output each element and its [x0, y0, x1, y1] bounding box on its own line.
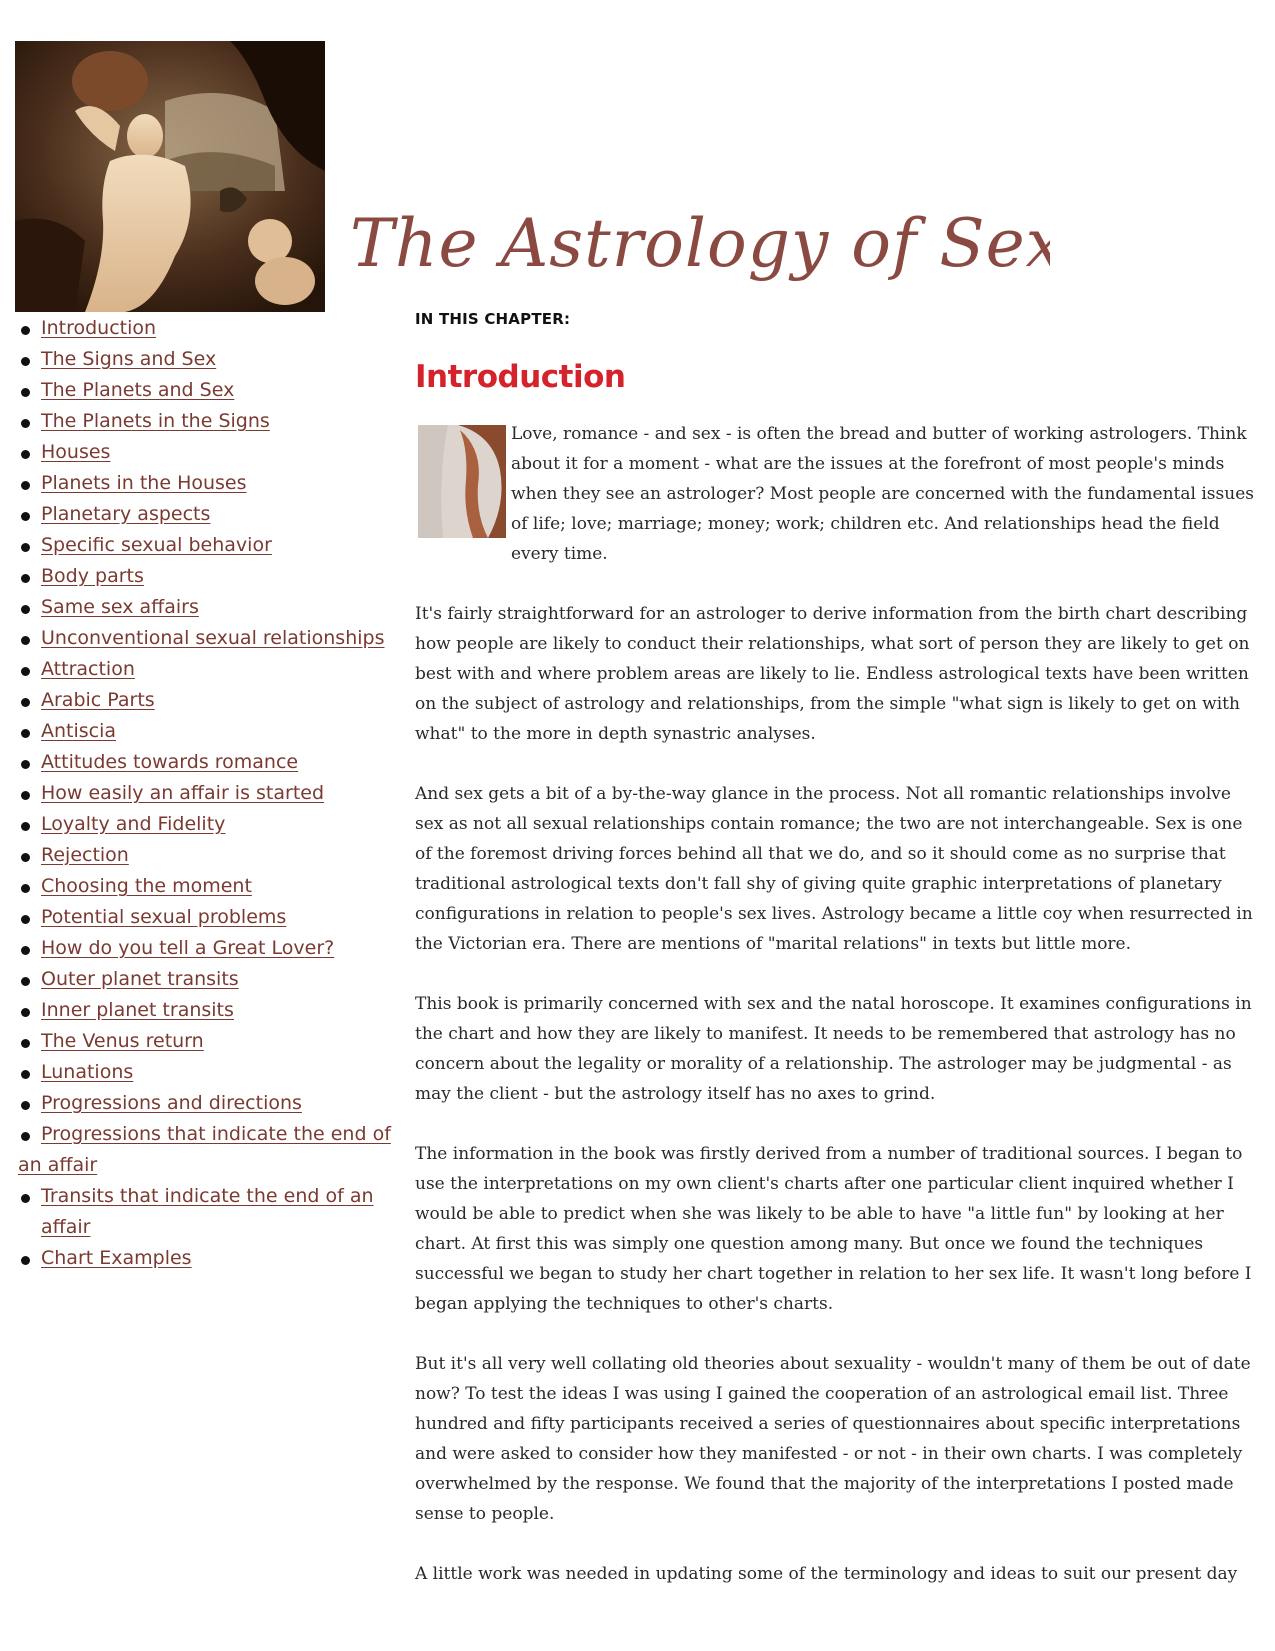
nav-item — [18, 468, 398, 499]
script-title-text: The Astrology of Sex — [350, 205, 1050, 282]
nav-item — [18, 902, 398, 933]
bullet-icon — [21, 1039, 30, 1048]
nav-link-affair-started[interactable]: How easily an affair is started — [41, 782, 325, 804]
bullet-icon — [21, 977, 30, 986]
bullet-icon — [21, 729, 30, 738]
bullet-icon — [21, 853, 30, 862]
bullet-icon — [21, 1194, 30, 1203]
nav-link-attraction[interactable]: Attraction — [41, 658, 135, 680]
nav-item — [18, 592, 398, 623]
nav-item — [18, 747, 398, 778]
bullet-icon — [21, 760, 30, 769]
nav-item — [18, 1088, 398, 1119]
nav-link-venus-return[interactable]: The Venus return — [41, 1030, 204, 1052]
nav-link-progressions-directions[interactable]: Progressions and directions — [41, 1092, 302, 1114]
nav-item — [18, 871, 398, 902]
nav-item — [18, 623, 398, 654]
nav-item — [18, 840, 398, 871]
nav-item — [18, 437, 398, 468]
nav-link-transits-end-affair[interactable]: Transits that indicate the end of an affair — [41, 1185, 374, 1238]
paragraph: It's fairly straightforward for an astrologer to derive information from the birth chart describing how people are likely to conduct their relationships, what sort of person they are likely to get on best with and where problem areas are likely to lie. Endless astrological texts have been written on the subject of astrology and relationships, from the simple "what sign is likely to get on with what" to the more in depth synastric analyses. — [415, 604, 1250, 744]
nav-item — [18, 933, 398, 964]
nav-link-chart-examples[interactable]: Chart Examples — [41, 1247, 192, 1269]
nav-link-arabic-parts[interactable]: Arabic Parts — [41, 689, 155, 711]
nav-item — [18, 561, 398, 592]
nav-link-specific-sexual-behavior[interactable]: Specific sexual behavior — [41, 534, 272, 556]
venus-painting-image — [15, 41, 325, 312]
nav-link-houses[interactable]: Houses — [41, 441, 111, 463]
nav-link-loyalty-fidelity[interactable]: Loyalty and Fidelity — [41, 813, 226, 835]
nav-link-signs-and-sex[interactable]: The Signs and Sex — [41, 348, 217, 370]
portrait-thumbnail-graphic — [418, 425, 506, 538]
bullet-icon — [21, 667, 30, 676]
nav-link-planets-and-sex[interactable]: The Planets and Sex — [41, 379, 235, 401]
nav-item — [18, 1119, 398, 1181]
bullet-icon — [21, 698, 30, 707]
nav-link-great-lover[interactable]: How do you tell a Great Lover? — [41, 937, 335, 959]
nav-item — [18, 716, 398, 747]
main-content — [415, 310, 1255, 1619]
nav-item — [18, 685, 398, 716]
bullet-icon — [21, 326, 30, 335]
bullet-icon — [21, 543, 30, 552]
bullet-icon — [21, 388, 30, 397]
paragraph: But it's all very well collating old theories about sexuality - wouldn't many of them be out of date now? To test the ideas I was using I gained the cooperation of an astrological email list. Three hundred and fifty participants received a series of questionnaires about specific interpretations and were asked to consider how they manifested - or not - in their own charts. I was completely overwhelmed by the response. We found that the majority of the interpretations I posted made sense to people. — [415, 1354, 1251, 1524]
bullet-icon — [21, 1256, 30, 1265]
nav-item — [18, 344, 398, 375]
paragraph: A little work was needed in updating some of the terminology and ideas to suit our present day — [415, 1564, 1238, 1584]
nav-item — [18, 1243, 398, 1274]
nav-link-sexual-problems[interactable]: Potential sexual problems — [41, 906, 287, 928]
chapter-title: Introduction — [415, 359, 626, 395]
intro-block — [415, 419, 1255, 569]
script-title-image — [350, 178, 1050, 308]
script-title-graphic — [350, 178, 1050, 308]
paragraph: This book is primarily concerned with sex and the natal horoscope. It examines configurations in the chart and how they are likely to manifest. It needs to be remembered that astrology has no concern about the legality or morality of a relationship. The astrologer may be judgmental - as may the client - but the astrology itself has no axes to grind. — [415, 994, 1252, 1104]
nav-link-same-sex-affairs[interactable]: Same sex affairs — [41, 596, 199, 618]
bullet-icon — [21, 1101, 30, 1110]
nav-link-planets-in-signs[interactable]: The Planets in the Signs — [41, 410, 270, 432]
bullet-icon — [21, 481, 30, 490]
nav-link-outer-planet-transits[interactable]: Outer planet transits — [41, 968, 239, 990]
bullet-icon — [21, 605, 30, 614]
bullet-icon — [21, 450, 30, 459]
nav-item — [18, 313, 398, 344]
nav-item — [18, 995, 398, 1026]
bullet-icon — [21, 636, 30, 645]
nav-item — [18, 530, 398, 561]
bullet-icon — [21, 791, 30, 800]
nav-link-lunations[interactable]: Lunations — [41, 1061, 134, 1083]
chapter-label: IN THIS CHAPTER: — [415, 310, 571, 328]
nav-link-progressions-end-affair[interactable]: Progressions that indicate the end of an affair — [18, 1123, 391, 1176]
bullet-icon — [21, 1008, 30, 1017]
bullet-icon — [21, 915, 30, 924]
nav-item — [18, 375, 398, 406]
bullet-icon — [21, 574, 30, 583]
nav-link-choosing-moment[interactable]: Choosing the moment — [41, 875, 252, 897]
bullet-icon — [21, 512, 30, 521]
bullet-icon — [21, 1070, 30, 1079]
bullet-icon — [21, 946, 30, 955]
nav-link-planets-in-houses[interactable]: Planets in the Houses — [41, 472, 247, 494]
nav-item — [18, 809, 398, 840]
nav-link-body-parts[interactable]: Body parts — [41, 565, 144, 587]
bullet-icon — [21, 357, 30, 366]
nav-link-unconventional-relationships[interactable]: Unconventional sexual relationships — [41, 627, 385, 649]
nav-link-introduction[interactable]: Introduction — [41, 317, 157, 339]
bullet-icon — [21, 884, 30, 893]
paragraph: Love, romance - and sex - is often the bread and butter of working astrologers. Think about it for a moment - what are the issues at the forefront of most people's minds when they see an astrologer? Most people are concerned with the fundamental issues of life; love; marriage; money; work; children etc. And relationships head the field every time. — [511, 424, 1254, 564]
nav-item — [18, 499, 398, 530]
nav-item — [18, 964, 398, 995]
painting-illustration — [15, 41, 325, 312]
paragraph: The information in the book was firstly derived from a number of traditional sources. I began to use the interpretations on my own client's charts after one particular client inquired whether I would be able to predict when she was likely to be able to have "a little fun" by looking at her chart. At first this was simply one question among many. But once we found the techniques successful we began to study her chart together in relation to her sex life. It wasn't long before I began applying the techniques to other's charts. — [415, 1144, 1252, 1314]
nav-item — [18, 1057, 398, 1088]
portrait-thumbnail-image — [418, 425, 506, 538]
nav-item — [18, 406, 398, 437]
nav-link-inner-planet-transits[interactable]: Inner planet transits — [41, 999, 234, 1021]
nav-link-planetary-aspects[interactable]: Planetary aspects — [41, 503, 211, 525]
bullet-icon — [21, 419, 30, 428]
nav-link-attitudes-romance[interactable]: Attitudes towards romance — [41, 751, 299, 773]
nav-item — [18, 1026, 398, 1057]
bullet-icon — [21, 1132, 30, 1141]
nav-link-antiscia[interactable]: Antiscia — [41, 720, 117, 742]
chapter-nav — [18, 313, 398, 1274]
bullet-icon — [21, 822, 30, 831]
nav-item — [18, 778, 398, 809]
nav-item — [18, 1181, 398, 1243]
nav-link-rejection[interactable]: Rejection — [41, 844, 129, 866]
paragraph: And sex gets a bit of a by-the-way glance in the process. Not all romantic relationships involve sex as not all sexual relationships contain romance; the two are not interchangeable. Sex is one of the foremost driving forces behind all that we do, and so it should come as no surprise that traditional astrological texts don't fall shy of giving quite graphic interpretations of planetary configurations in relation to people's sex lives. Astrology became a little coy when resurrected in the Victorian era. There are mentions of "marital relations" in texts but little more. — [415, 784, 1253, 954]
nav-item — [18, 654, 398, 685]
